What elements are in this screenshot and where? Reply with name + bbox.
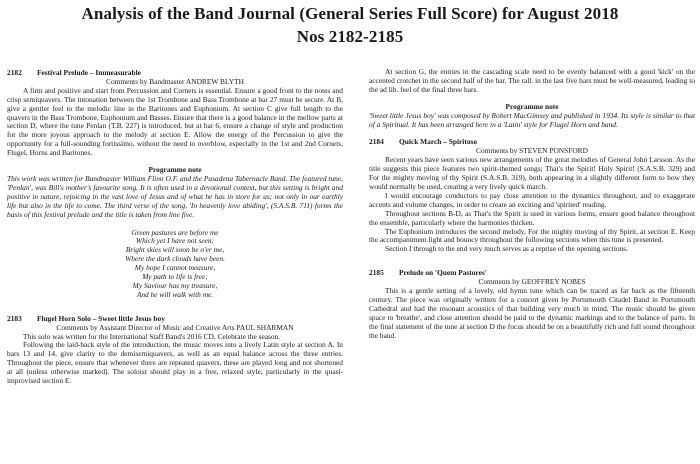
- page-title-line-2: Nos 2182-2185: [296, 27, 404, 46]
- verse-line: Bright skies will soon be o'er me,: [125, 245, 225, 255]
- programme-note-2-heading: Programme note: [505, 101, 559, 111]
- verse-line: My Saviour has my treasure,: [132, 280, 218, 290]
- verse-line: My path to life is free;: [142, 272, 208, 282]
- entry-2182-number: 2182: [7, 68, 22, 77]
- entry-2185-number: 2185: [369, 268, 384, 278]
- entry-2184-para-5: Section I through to the end very much serves as a reprise of the opening sections.: [385, 244, 629, 254]
- programme-note-1-heading: Programme note: [148, 165, 202, 175]
- entry-2184-byline: Comments by STEVEN PONSFORD: [476, 146, 588, 156]
- entry-2182-title: Festival Prelude – Immeasurable: [37, 68, 141, 77]
- entry-2184-para-3: Throughout sections B-D, as That's the Spirit is used in various forms, ensure good balance throughout the ensemble, particularly where the harmonies thicken.: [369, 208, 695, 227]
- right-column: [369, 68, 695, 340]
- entry-2183-para-1: This solo was written for the International Staff Band's 2016 CD, Celebrate the season.: [23, 331, 281, 341]
- entry-2185-body: This is a gentle setting of a lovely, old hymn tune which can be traced as far back as the fifteenth century. The piece was originally written for a concert given by Portsmouth Citadel Band in Portsmouth Cathedral and had the resonant acoustics of that building very much in mind. The music should be given space to 'breathe', and close attention should be paid to the dynamic markings and to the balance of parts. In the final statement of the tune at section D the focus should be on a beautifully rich and full sound throughout the band.: [369, 286, 695, 340]
- entry-2185-title: Prelude on 'Quem Pastores': [399, 268, 487, 278]
- left-column: [7, 68, 343, 386]
- verse-line: And he will walk with me.: [136, 289, 214, 299]
- entry-2183-para-2: Following the laid-back style of the introduction, the music moves into a lively Latin style at section A. In bars 13 and 14, give clarity to the demisemiquavers, as well as an equal balance across the three entries. Throughout the piece, ensure that whenever there are repeated quavers, these are played long and not shortened at all (unless otherwise marked). The soloist should play in a free, relaxed style, particularly in the quasi-improvised section E.: [7, 340, 343, 386]
- entry-2184-number: 2184: [369, 137, 384, 147]
- entry-2183-title: Flugel Horn Solo – Sweet little Jesus boy: [37, 313, 165, 323]
- verse-line: Green pastures are before me: [131, 227, 219, 237]
- hymn-verse: [7, 229, 343, 300]
- entry-2184-para-4: The Euphonium introduces the second melody, For the mighty moving of thy Spirit, at section E. Keep the accompaniment light and bouncy throughout the following sections when this tune is presented.: [369, 226, 695, 245]
- entry-2182-byline: Comments by Bandmaster ANDREW BLYTH: [106, 76, 244, 86]
- entry-2183-byline: Comments by Assistant Director of Music and Creative Arts PAUL SHARMAN: [56, 322, 294, 332]
- verse-line: Where the dark clouds have been.: [125, 254, 225, 264]
- programme-note-2-body: 'Sweet little Jesus boy' was composed by Robert MacGimsey and published in 1934. Its style is similar to that of a Spiritual. It has been arranged here in a 'Latin' style for Flugel Horn and band.: [369, 110, 695, 129]
- entry-2184-para-1: Recent years have seen various new arrangements of the great melodies of General John Larsson. As the title suggests this piece features two spirit-themed songs; That's the Spirit! Holy Spirit! (S.A.S.B. 329) and For the mighty moving of thy Spirit (S.A.S.B. 319), both appearing in a slightly different form to how they would normally be used, creating a very lively quick march.: [369, 155, 695, 191]
- entry-2183-continued: At section G, the entries in the cascading scale need to be evenly balanced with a good 'kick' on the accented crotchet in the second half of the bar. The rall. in the last five bars must be well-measured, leading to the ad lib. feel of the final three bars.: [369, 67, 695, 94]
- entry-2184-para-2: I would encourage conductors to pay close attention to the dynamics throughout, and to exaggerate accents and volume changes, in order to create an exciting and 'spirited' reading.: [369, 190, 695, 209]
- entry-2185-byline: Comments by GEOFFREY NOBES: [478, 277, 586, 287]
- verse-line: Which yet I have not seen;: [135, 236, 215, 246]
- entry-2184-title: Quick March – Spiritoso: [399, 137, 478, 147]
- entry-2182-body: A firm and positive and start from Percussion and Cornets is essential. Ensure a good front to the notes and crisp semiquavers. The intonation between the 1st Trombone and Bass Trombone at bar 27 must be secure. At B, give a gentler feel to the melodic line in the Baritones and Euphonium. At section C give full length to the quavers in the Bass Trombone, Euphonium and Basses. Ensure that there is a good balance in the mellow parts at section D, where the tune Penlan (T.B. 227) is introduced, but at bar 6, ensure a change of style and production for the more joyous approach to the melody at section E. Allow the energy of the Percussion to give the opportunity for a full-sounding fortissimo, without the need to overblow, especially in the 1st and 2nd Cornets, Flugel, Horns and Baritones.: [7, 85, 343, 158]
- page-title-line-1: Analysis of the Band Journal (General Series Full Score) for August 2018: [81, 4, 619, 23]
- programme-note-1-body: This work was written for Bandmaster William Flinn O.F. and the Pasadena Tabernacle Band. The featured tune, 'Penlan', was Bill's mother's favourite song. It is often used in a devotional context, but this setting is bright and positive in nature, rejoicing in the vast love of Jesus and of what he has in store for us; not only in our earthly life but also in the life to come. The third verse of the song, 'In heavenly love abiding', (S.A.S.B. 711) forms the basis of this festival prelude and the title is taken from line five.: [7, 173, 343, 219]
- entry-2183-number: 2183: [7, 313, 22, 323]
- verse-line: My hope I cannot measure,: [134, 263, 216, 273]
